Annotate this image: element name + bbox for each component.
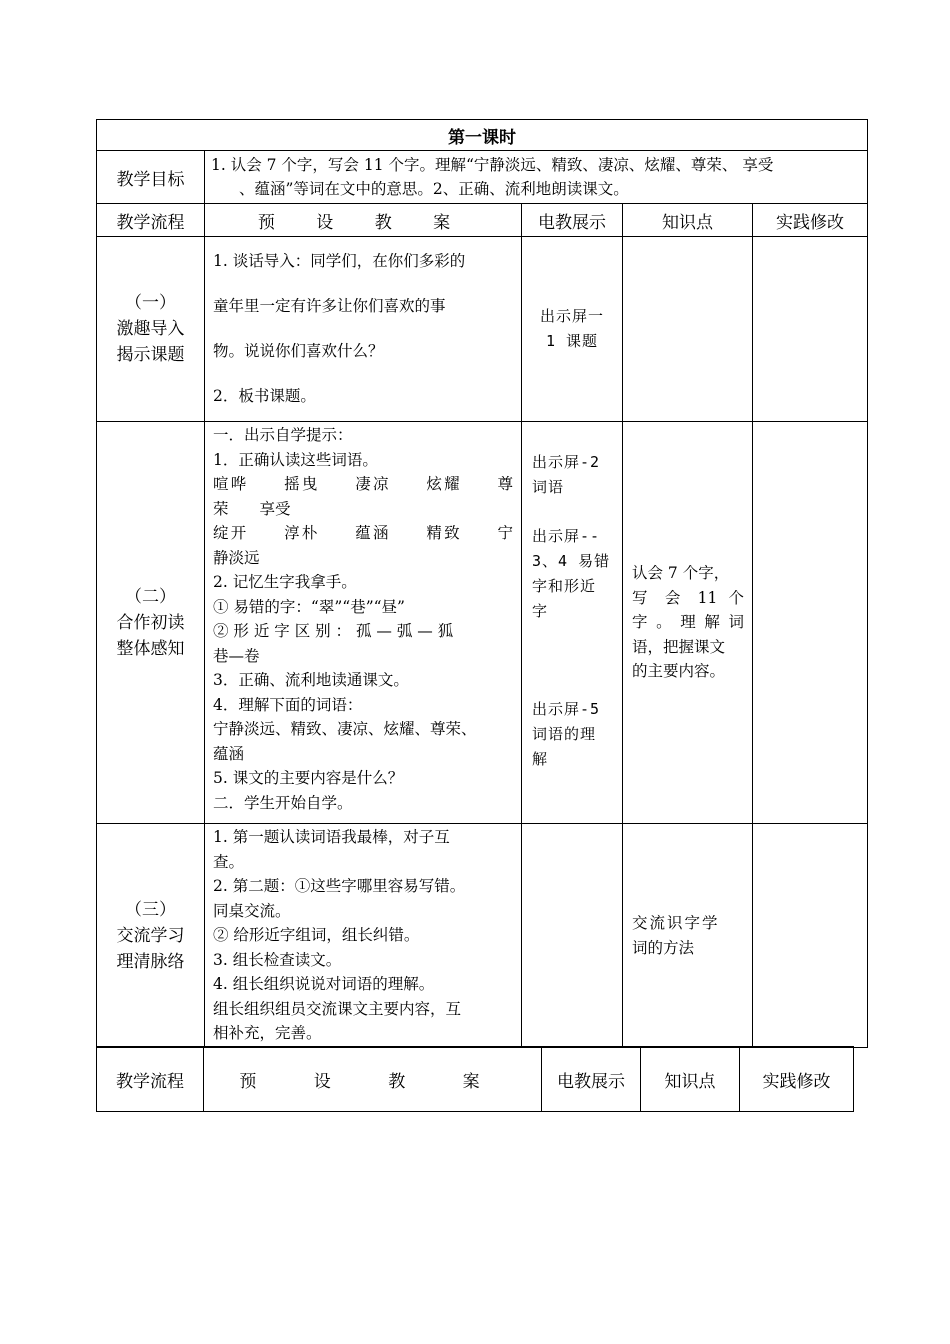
stage-2-media-line: 解: [532, 750, 549, 768]
header-media: 电教展示: [522, 204, 623, 237]
lesson-plan-table-continued: [96, 1046, 854, 1112]
stage-3-plan-line: 同桌交流。: [213, 901, 291, 920]
stage-3-plan-line: 查。: [213, 852, 245, 871]
stage-3-plan: [205, 824, 522, 1048]
stage-2-number: （二）: [125, 586, 176, 607]
stage-2-knowledge-line: 语，把握课文: [632, 637, 726, 656]
stage-2-plan-line: 二．学生开始自学。: [213, 793, 353, 812]
stage-3-name-2: 理清脉络: [116, 951, 185, 972]
stage-3-plan-line: 相补充，完善。: [213, 1024, 322, 1042]
stage-1-knowledge: [623, 237, 753, 422]
stage-2-knowledge-line: 的主要内容。: [632, 662, 726, 681]
stage-1-name-1: 激趣导入: [116, 319, 185, 339]
stage-2-knowledge: [623, 422, 753, 824]
media-spacer: [532, 500, 616, 524]
stage-3-knowledge-line: 交流识字学: [632, 914, 720, 932]
goal-label: 教学目标: [97, 151, 205, 204]
stage-2-media-line: 出示屏-5: [532, 700, 601, 718]
stage-3-label: [97, 824, 205, 1048]
stage-3-plan-line: 3. 组长检查读文。: [213, 950, 342, 969]
lesson-plan-table: [96, 119, 868, 1048]
stage-2-name-2: 整体感知: [116, 638, 185, 659]
stage-2-media-line: 词语: [532, 478, 565, 496]
stage-3-revision: [753, 824, 868, 1048]
stage-2-knowledge-line: 认会 7 个字，: [632, 564, 730, 583]
stage-1-plan-line: 1. 谈话导入：同学们，在你们多彩的: [213, 252, 466, 270]
stage-2-plan-line: ② 形 近 字 区 别 ： 孤 — 弧 — 狐: [213, 622, 454, 640]
stage-2-media-line: 词语的理: [532, 725, 597, 743]
stage-2-plan-line: 一．出示自学提示：: [213, 426, 353, 444]
stage-2-name-1: 合作初读: [116, 612, 185, 633]
stage-2-plan-line: 2. 记忆生字我拿手。: [213, 573, 357, 591]
stage-1-name-2: 揭示课题: [116, 345, 185, 365]
stage-3-plan-line: 2. 第二题：①这些字哪里容易写错。: [213, 877, 466, 895]
stage-3-plan-line: 4. 组长组织说说对词语的理解。: [213, 975, 435, 993]
goal-line-1: 1. 认会 7 个字，写会 11 个字。理解“宁静淡远、精致、凄凉、炫耀、尊荣、 享受: [211, 156, 774, 174]
media-spacer: [532, 624, 616, 697]
stage-2-plan-line: 4．理解下面的词语：: [213, 695, 363, 714]
stage-2-plan-line: 宁静淡远、精致、凄凉、炫耀、尊荣、: [213, 720, 477, 738]
stage-3-knowledge-line: 词的方法: [632, 938, 695, 957]
stage-1-plan-line: 物。说说你们喜欢什么？: [213, 342, 384, 360]
stage-2-media-line: 出示屏--: [532, 527, 601, 545]
stage-1-revision: [753, 237, 868, 422]
stage-2-media-line: 3、4 易错: [532, 552, 611, 570]
stage-3-plan-line: 组长组织组员交流课文主要内容，互: [213, 999, 462, 1018]
stage-2-media-line: 字: [532, 602, 549, 620]
stage-2-plan-line: 巷—卷: [213, 646, 260, 665]
header-knowledge: 知识点: [641, 1047, 740, 1112]
stage-3-knowledge: [623, 824, 753, 1048]
goal-text: [205, 151, 868, 204]
stage-2-knowledge-line: 写 会 11 个: [632, 588, 744, 607]
stage-2-plan-line: 蕴涵: [213, 744, 245, 763]
header-knowledge: 知识点: [623, 204, 753, 237]
stage-2-media-line: 出示屏-2: [532, 453, 601, 471]
stage-3-number: （三）: [125, 899, 176, 920]
lesson-title: 第一课时: [97, 120, 868, 151]
header-plan: 预 设 教 案: [204, 1047, 542, 1112]
stage-3-media: [522, 824, 623, 1048]
goal-line-2: 、蕴涵”等词在文中的意思。2、正确、流利地朗读课文。: [239, 180, 629, 198]
stage-1-plan-line: 童年里一定有许多让你们喜欢的事: [213, 297, 446, 315]
header-process: 教学流程: [97, 1047, 204, 1112]
stage-1-media-line: 1 课题: [545, 332, 599, 350]
stage-1-plan-line: 2．板书课题。: [213, 387, 316, 405]
stage-1-label: [97, 237, 205, 422]
stage-1-media: [522, 237, 623, 422]
stage-2-plan-line: 喧哗 摇曳 凄凉 炫耀 尊: [213, 475, 513, 493]
stage-3-name-1: 交流学习: [116, 925, 185, 946]
stage-2-media-line: 字和形近: [532, 577, 597, 595]
stage-2-plan-line: 荣 享受: [213, 499, 291, 518]
stage-3-plan-line: ② 给形近字组词，组长纠错。: [213, 926, 420, 944]
stage-2-plan: [205, 422, 522, 824]
stage-2-knowledge-line: 字。理解词: [632, 613, 744, 632]
stage-1-media-line: 出示屏一: [539, 307, 604, 325]
stage-1-number: （一）: [125, 293, 176, 313]
stage-2-plan-line: 5. 课文的主要内容是什么？: [213, 769, 404, 787]
header-plan: 预 设 教 案: [205, 204, 522, 237]
stage-2-revision: [753, 422, 868, 824]
stage-2-plan-line: 1．正确认读这些词语。: [213, 450, 378, 469]
stage-2-plan-line: ① 易错的字：“翠”“巷”“昼”: [213, 597, 405, 616]
header-process: 教学流程: [97, 204, 205, 237]
stage-2-label: [97, 422, 205, 824]
header-revision: 实践修改: [753, 204, 868, 237]
stage-2-media: [522, 422, 623, 824]
stage-1-plan: [205, 237, 522, 422]
stage-2-plan-line: 3．正确、流利地读通课文。: [213, 671, 409, 689]
stage-3-plan-line: 1. 第一题认读词语我最棒，对子互: [213, 828, 450, 846]
stage-2-plan-line: 绽开 淳朴 蕴涵 精致 宁: [213, 524, 513, 542]
stage-2-plan-line: 静淡远: [213, 548, 260, 567]
header-revision: 实践修改: [740, 1047, 854, 1112]
header-media: 电教展示: [542, 1047, 641, 1112]
